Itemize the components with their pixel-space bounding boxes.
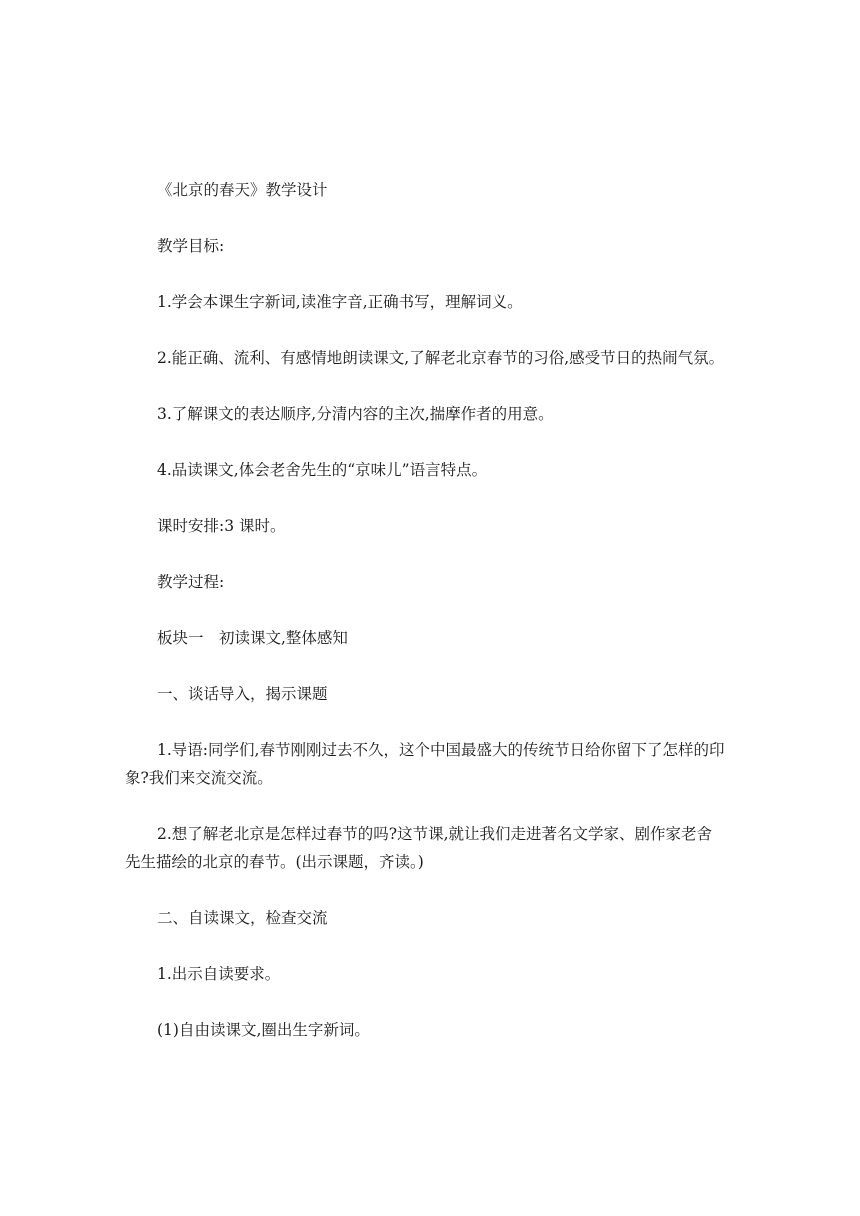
document-body [125,176,727,1072]
step-item: 2.想了解老北京是怎样过春节的吗?这节课,就让我们走进著名文学家、剧作家老舍先生描绘的北京的春节。(出示课题，齐读。) [125,825,713,871]
step-item: 1.导语:同学们,春节刚刚过去不久，这个中国最盛大的传统节日给你留下了怎样的印象?我们来交流交流。 [125,741,725,787]
step-item: 1.出示自读要求。 [157,965,281,983]
step-heading: 二、自读课文，检查交流 [157,909,328,927]
block-heading: 板块一 初读课文,整体感知 [157,629,348,647]
section-heading-process: 教学过程: [157,573,225,591]
objective-item: 4.品读课文,体会老舍先生的“京味儿”语言特点。 [157,461,488,479]
schedule-text: 课时安排:3 课时。 [157,517,286,535]
document-title: 《北京的春天》教学设计 [157,181,328,199]
step-heading: 一、谈话导入，揭示课题 [157,685,328,703]
objective-item: 1.学会本课生字新词,读准字音,正确书写，理解词义。 [157,293,523,311]
sub-step-item: (1)自由读课文,圈出生字新词。 [157,1021,370,1039]
objective-item: 2.能正确、流利、有感情地朗读课文,了解老北京春节的习俗,感受节日的热闹气氛。 [157,349,725,367]
section-heading-objectives: 教学目标: [157,237,225,255]
objective-item: 3.了解课文的表达顺序,分清内容的主次,揣摩作者的用意。 [157,405,554,423]
